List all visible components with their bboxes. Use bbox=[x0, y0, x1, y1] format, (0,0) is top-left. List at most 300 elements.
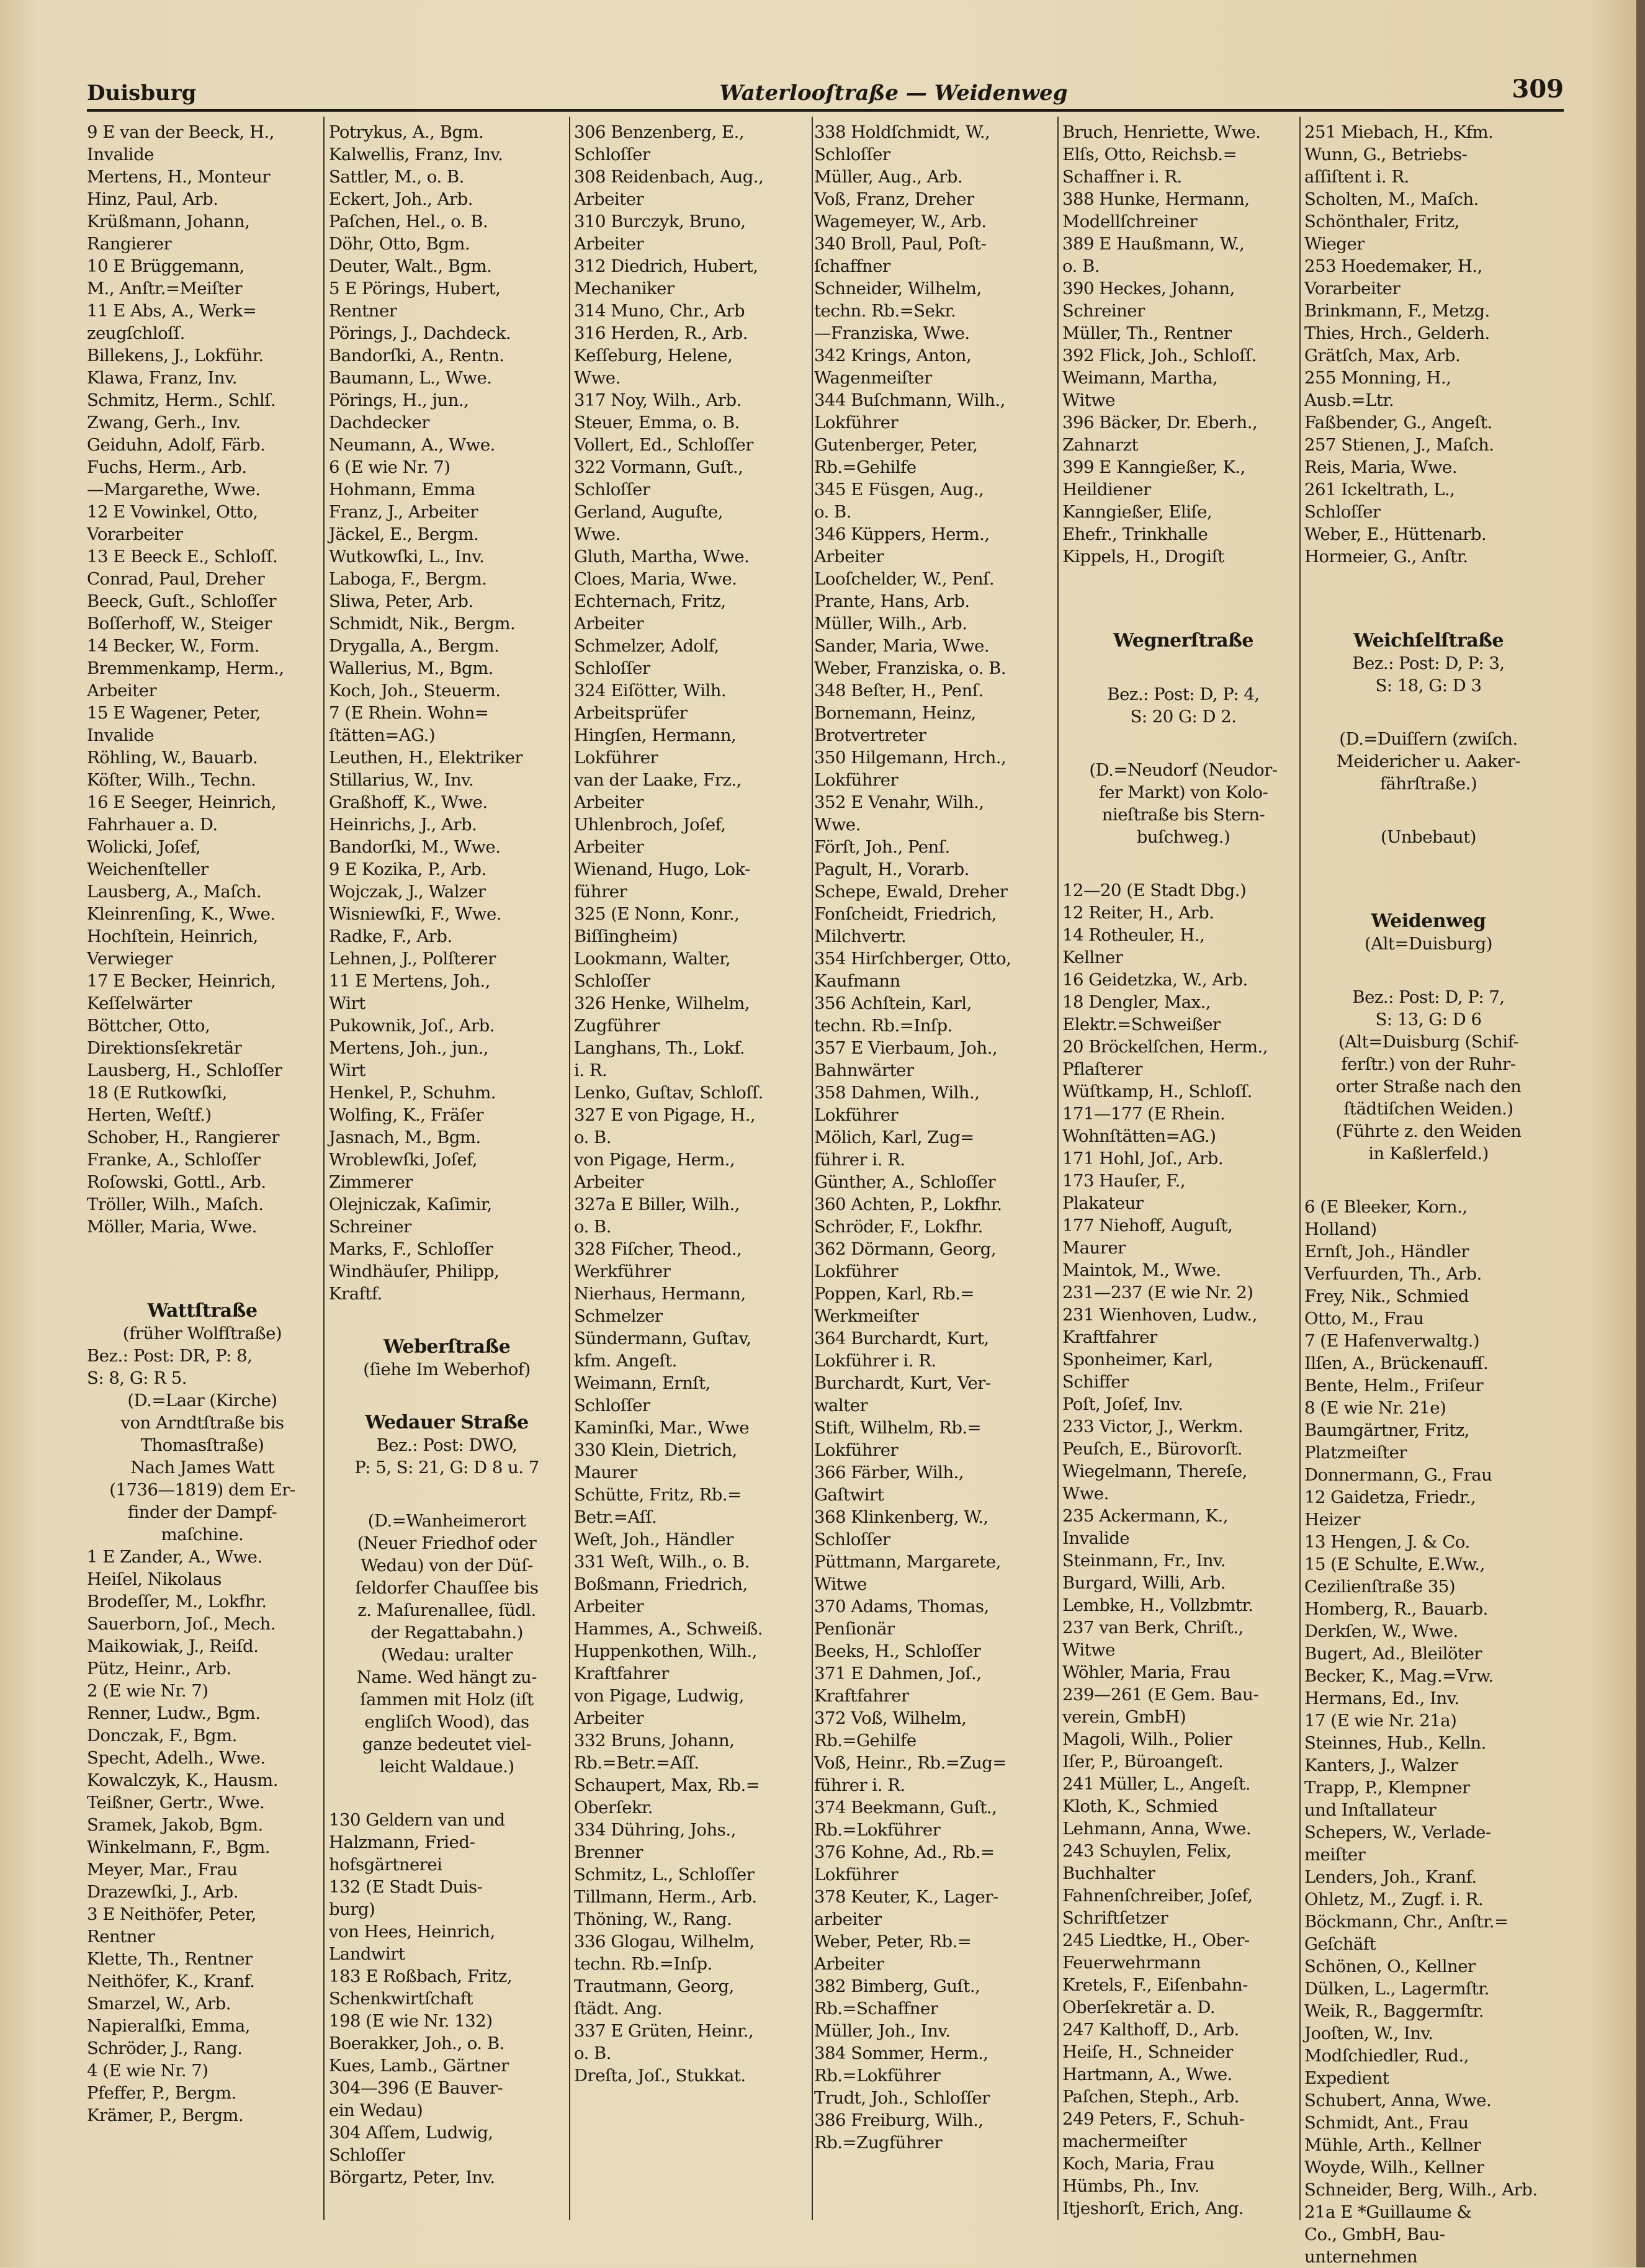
directory-entry-line: 326 Henke, Wilhelm, bbox=[574, 993, 750, 1013]
directory-entry-line: Invalide bbox=[87, 725, 154, 745]
street-description-line: maſchine. bbox=[161, 1525, 244, 1544]
directory-entry-line: Paſchen, Steph., Arb. bbox=[1062, 2087, 1239, 2107]
directory-entry-line: aſſiſtent i. R. bbox=[1304, 167, 1409, 187]
directory-entry-line: Arbeitsprüfer bbox=[574, 703, 688, 723]
directory-entry-line: führer i. R. bbox=[814, 1150, 905, 1170]
directory-entry-line: Kloth, K., Schmied bbox=[1062, 1796, 1218, 1816]
directory-entry-line: o. B. bbox=[574, 1127, 612, 1147]
directory-entry-line: 337 E Grüten, Heinr., bbox=[574, 2021, 754, 2041]
directory-entry-line: Schloſſer bbox=[574, 971, 650, 991]
street-description-line: von Arndtſtraße bis bbox=[120, 1413, 284, 1433]
street-description-line: ferſtr.) von der Ruhr- bbox=[1341, 1054, 1516, 1074]
street-description-line: (D.=Neudorf (Neudor- bbox=[1089, 760, 1278, 780]
directory-entry-line: Lokführer bbox=[814, 1262, 899, 1281]
street-heading: Wattſtraße bbox=[147, 1300, 258, 1322]
directory-entry-line: Heinrichs, J., Arb. bbox=[329, 815, 477, 835]
directory-entry-line: Klette, Th., Rentner bbox=[87, 1949, 253, 1969]
directory-entry-line: Wagemeyer, W., Arb. bbox=[814, 212, 987, 231]
directory-entry-line: 237 van Berk, Chriſt., bbox=[1062, 1618, 1244, 1638]
directory-entry-line: Keſſelwärter bbox=[87, 993, 192, 1013]
directory-entry-line: Sündermann, Guſtav, bbox=[574, 1329, 751, 1348]
directory-entry-line: Zahnarzt bbox=[1062, 435, 1139, 455]
street-description-line: S: 13, G: D 6 bbox=[1375, 1010, 1482, 1029]
directory-entry-line: Deuter, Walt., Bgm. bbox=[329, 256, 492, 276]
section-spacer bbox=[1304, 879, 1553, 910]
section-spacer bbox=[1062, 568, 1304, 599]
directory-entry-line: 316 Herden, R., Arb. bbox=[574, 323, 748, 343]
directory-entry-line: Müller, Aug., Arb. bbox=[814, 167, 963, 187]
directory-entry-line: Boerakker, Joh., o. B. bbox=[329, 2033, 504, 2053]
directory-entry-line: Koch, Joh., Steuerm. bbox=[329, 681, 501, 701]
column-2 bbox=[329, 121, 565, 2218]
directory-entry-line: 340 Broll, Paul, Poſt- bbox=[814, 234, 987, 254]
directory-entry-line: Radke, F., Arb. bbox=[329, 926, 452, 946]
directory-entry-line: 130 Geldern van und bbox=[329, 1810, 505, 1830]
directory-entry-line: Kaminſki, Mar., Wwe bbox=[574, 1418, 750, 1438]
directory-entry-line: Steinnes, Hub., Kelln. bbox=[1304, 1733, 1486, 1753]
directory-entry-line: Invalide bbox=[1062, 1528, 1129, 1548]
directory-entry-line: Schmitz, L., Schloſſer bbox=[574, 1865, 755, 1885]
directory-entry-line: Vollert, Ed., Schloſſer bbox=[574, 435, 753, 455]
directory-entry-line: Franke, A., Schloſſer bbox=[87, 1150, 261, 1170]
directory-entry-line: Beeks, H., Schloſſer bbox=[814, 1641, 981, 1661]
directory-entry-line: 310 Burczyk, Bruno, bbox=[574, 212, 746, 231]
directory-entry-line: Schmidt, Ant., Frau bbox=[1304, 2113, 1469, 2133]
directory-entry-line: Pütz, Heinr., Arb. bbox=[87, 1659, 231, 1679]
page-number: 309 bbox=[1512, 74, 1564, 104]
directory-entry-line: Billekens, J., Lokführ. bbox=[87, 346, 264, 365]
directory-entry-line: 261 Ickeltrath, L., bbox=[1304, 480, 1455, 500]
directory-entry-line: Schröder, F., Lokfhr. bbox=[814, 1217, 983, 1237]
directory-entry-line: Maintok, M., Wwe. bbox=[1062, 1260, 1221, 1280]
street-description-line: (ſiehe Im Weberhof) bbox=[363, 1360, 531, 1379]
directory-entry-line: Ernſt, Joh., Händler bbox=[1304, 1242, 1469, 1262]
directory-entry-line: Köſter, Wilh., Techn. bbox=[87, 770, 256, 790]
directory-entry-line: Burgard, Willi, Arb. bbox=[1062, 1573, 1226, 1593]
directory-entry-line: Mölich, Karl, Zug= bbox=[814, 1127, 974, 1147]
directory-entry-line: Sattler, M., o. B. bbox=[329, 167, 464, 187]
directory-entry-line: Penſionär bbox=[814, 1619, 895, 1639]
directory-entry-line: Voß, Franz, Dreher bbox=[814, 189, 974, 209]
directory-entry-line: 235 Ackermann, K., bbox=[1062, 1506, 1228, 1526]
directory-entry-line: techn. Rb.=Inſp. bbox=[814, 1016, 952, 1036]
directory-entry-line: Sauerborn, Joſ., Mech. bbox=[87, 1614, 276, 1634]
directory-entry-line: Rentner bbox=[329, 301, 397, 321]
directory-entry-line: führer i. R. bbox=[814, 1775, 905, 1795]
directory-entry-line: 322 Vormann, Guſt., bbox=[574, 457, 743, 477]
directory-entry-line: Kleinrenſing, K., Wwe. bbox=[87, 904, 276, 924]
directory-entry-line: Wwe. bbox=[814, 815, 861, 835]
directory-entry-line: S: 8, G: R 5. bbox=[87, 1368, 187, 1388]
street-heading: Wedauer Straße bbox=[365, 1412, 529, 1433]
street-heading: Weichſelſtraße bbox=[1353, 630, 1504, 652]
directory-entry-line: Wisniewſki, F., Wwe. bbox=[329, 904, 501, 924]
directory-entry-line: Schneider, Berg, Wilh., Arb. bbox=[1304, 2180, 1538, 2200]
directory-entry-line: Kowalczyk, K., Hausm. bbox=[87, 1770, 278, 1790]
directory-entry-line: 368 Klinkenberg, W., bbox=[814, 1507, 988, 1527]
directory-entry-line: Boßmann, Friedrich, bbox=[574, 1574, 748, 1594]
directory-entry-line: Lehmann, Anna, Wwe. bbox=[1062, 1819, 1252, 1839]
directory-entry-line: 352 E Venahr, Wilh., bbox=[814, 792, 984, 812]
section-spacer bbox=[1304, 1165, 1553, 1196]
directory-entry-line: Lokführer bbox=[574, 748, 658, 768]
directory-entry-line: Magoli, Wilh., Polier bbox=[1062, 1729, 1232, 1749]
directory-entry-line: Schröder, J., Rang. bbox=[87, 2038, 243, 2058]
directory-entry-line: Kraftfahrer bbox=[574, 1664, 669, 1683]
street-heading: Weberſtraße bbox=[383, 1336, 511, 1358]
directory-entry-line: Rb.=Betr.=Aſſ. bbox=[574, 1753, 699, 1773]
street-description-line: nieſtraße bis Stern- bbox=[1101, 805, 1265, 825]
directory-entry-line: Schloſſer bbox=[814, 145, 890, 164]
directory-entry-line: Potrykus, A., Bgm. bbox=[329, 122, 484, 142]
directory-entry-line: führer bbox=[574, 882, 627, 902]
column-divider bbox=[323, 117, 325, 2220]
directory-entry-line: 20 Bröckelſchen, Herm., bbox=[1062, 1037, 1268, 1057]
directory-entry-line: Schaupert, Max, Rb.= bbox=[574, 1775, 760, 1795]
directory-entry-line: Eckert, Joh., Arb. bbox=[329, 189, 473, 209]
directory-entry-line: Weber, E., Hüttenarb. bbox=[1304, 524, 1487, 544]
directory-entry-line: 255 Monning, H., bbox=[1304, 368, 1451, 388]
directory-entry-line: 396 Bäcker, Dr. Eberh., bbox=[1062, 413, 1258, 433]
directory-entry-line: Schreiner bbox=[329, 1217, 411, 1237]
directory-entry-line: 344 Buſchmann, Wilh., bbox=[814, 390, 1005, 410]
directory-entry-line: o. B. bbox=[574, 1217, 612, 1237]
section-spacer bbox=[1062, 848, 1304, 879]
directory-entry-line: Wohnſtätten=AG.) bbox=[1062, 1126, 1216, 1146]
directory-entry-line: Kaufmann bbox=[814, 971, 900, 991]
directory-entry-line: Invalide bbox=[87, 145, 154, 164]
directory-entry-line: Schober, H., Rangierer bbox=[87, 1127, 279, 1147]
directory-entry-line: 390 Heckes, Johann, bbox=[1062, 279, 1235, 298]
directory-entry-line: Mertens, H., Monteur bbox=[87, 167, 271, 187]
directory-entry-line: Grätſch, Max, Arb. bbox=[1304, 346, 1461, 365]
directory-entry-line: Baumann, L., Wwe. bbox=[329, 368, 492, 388]
directory-entry-line: 348 Beſter, H., Penſ. bbox=[814, 681, 984, 701]
street-description-line: Bez.: Post: D, P: 7, bbox=[1352, 987, 1505, 1007]
directory-entry-line: 233 Victor, J., Werkm. bbox=[1062, 1417, 1244, 1437]
directory-entry-line: 7 (E Rhein. Wohn= bbox=[329, 703, 489, 723]
directory-entry-line: Poppen, Karl, Rb.= bbox=[814, 1284, 975, 1304]
directory-entry-line: Brinkmann, F., Metzg. bbox=[1304, 301, 1490, 321]
directory-entry-line: Co., GmbH, Bau- bbox=[1304, 2225, 1445, 2244]
directory-entry-line: Biſſingheim) bbox=[574, 926, 678, 946]
directory-entry-line: 5 E Pörings, Hubert, bbox=[329, 279, 501, 298]
directory-entry-line: Lehnen, J., Polſterer bbox=[329, 949, 496, 969]
directory-entry-line: Geſchäft bbox=[1304, 1934, 1376, 1954]
directory-entry-line: Kippels, H., Drogiſt bbox=[1062, 547, 1224, 567]
section-spacer bbox=[1304, 697, 1553, 728]
directory-entry-line: Vorarbeiter bbox=[87, 524, 183, 544]
directory-entry-line: Förſt, Joh., Penſ. bbox=[814, 837, 950, 857]
directory-entry-line: Kues, Lamb., Gärtner bbox=[329, 2056, 509, 2076]
directory-entry-line: Schloſſer bbox=[1304, 502, 1381, 522]
directory-entry-line: Witwe bbox=[1062, 390, 1115, 410]
directory-entry-line: Arbeiter bbox=[574, 1172, 644, 1192]
street-description-line: engliſch Wood), das bbox=[364, 1712, 529, 1732]
directory-entry-line: Trudt, Joh., Schloſſer bbox=[814, 2088, 990, 2108]
directory-entry-line: Schenkwirtſchaft bbox=[329, 1989, 473, 2009]
directory-entry-line: Landwirt bbox=[329, 1944, 405, 1964]
directory-entry-line: Kanters, J., Walzer bbox=[1304, 1755, 1458, 1775]
directory-entry-line: Expedient bbox=[1304, 2068, 1389, 2088]
directory-entry-line: o. B. bbox=[574, 2043, 612, 2063]
directory-entry-line: Baumgärtner, Fritz, bbox=[1304, 1420, 1469, 1440]
directory-entry-line: van der Laake, Frz., bbox=[574, 770, 742, 790]
directory-entry-line: 327 E von Pigage, H., bbox=[574, 1105, 756, 1125]
directory-entry-line: 245 Liedtke, H., Ober- bbox=[1062, 1930, 1250, 1950]
directory-entry-line: Schriftſetzer bbox=[1062, 1908, 1168, 1928]
directory-entry-line: Dülken, L., Lagermſtr. bbox=[1304, 1979, 1490, 1999]
directory-entry-line: Trautmann, Georg, bbox=[574, 1976, 734, 1996]
directory-entry-line: o. B. bbox=[814, 502, 852, 522]
directory-entry-line: M., Anſtr.=Meiſter bbox=[87, 279, 242, 298]
directory-entry-line: Wwe. bbox=[574, 524, 621, 544]
directory-entry-line: Wolfing, K., Fräſer bbox=[329, 1105, 484, 1125]
directory-entry-line: Winkelmann, F., Bgm. bbox=[87, 1837, 271, 1857]
street-description-line: ganze bedeutet viel- bbox=[362, 1734, 532, 1754]
directory-entry-line: Böttcher, Otto, bbox=[87, 1016, 210, 1036]
directory-entry-line: 239—261 (E Gem. Bau- bbox=[1062, 1685, 1259, 1705]
directory-entry-line: 12 Reiter, H., Arb. bbox=[1062, 903, 1214, 923]
directory-entry-line: Wojczak, J., Walzer bbox=[329, 882, 486, 902]
directory-entry-line: Wagenmeiſter bbox=[814, 368, 932, 388]
directory-entry-line: Schubert, Anna, Wwe. bbox=[1304, 2091, 1492, 2110]
directory-entry-line: 2 (E wie Nr. 7) bbox=[87, 1681, 208, 1701]
directory-entry-line: Pörings, H., jun., bbox=[329, 390, 469, 410]
directory-entry-line: 17 E Becker, Heinrich, bbox=[87, 971, 276, 991]
directory-entry-line: o. B. bbox=[1062, 256, 1100, 276]
directory-entry-line: Arbeiter bbox=[574, 1597, 644, 1616]
directory-entry-line: Lokführer bbox=[814, 1440, 899, 1460]
street-description-line: (Wedau: uralter bbox=[381, 1645, 513, 1665]
directory-entry-line: Verfuurden, Th., Arb. bbox=[1304, 1264, 1482, 1284]
directory-entry-line: Dachdecker bbox=[329, 413, 429, 433]
directory-entry-line: 18 Dengler, Max., bbox=[1062, 992, 1211, 1012]
directory-entry-line: Windhäuſer, Philipp, bbox=[329, 1262, 500, 1281]
directory-entry-line: Böckmann, Chr., Anſtr.= bbox=[1304, 1912, 1508, 1932]
directory-entry-line: Drazewſki, J., Arb. bbox=[87, 1882, 238, 1902]
directory-entry-line: Hermans, Ed., Inv. bbox=[1304, 1688, 1459, 1708]
directory-entry-line: Kalwellis, Franz, Inv. bbox=[329, 145, 503, 164]
directory-entry-line: Krämer, P., Bergm. bbox=[87, 2105, 244, 2125]
directory-entry-line: Rb.=Schaffner bbox=[814, 1999, 938, 2019]
directory-entry-line: Arbeiter bbox=[574, 1708, 644, 1728]
directory-entry-line: Beeck, Guſt., Schloſſer bbox=[87, 591, 277, 611]
directory-entry-line: techn. Rb.=Sekr. bbox=[814, 301, 956, 321]
directory-entry-line: Schmitz, Herm., Schlſ. bbox=[87, 390, 276, 410]
directory-entry-line: —Franziska, Wwe. bbox=[814, 323, 970, 343]
directory-entry-line: Brodeſſer, M., Lokfhr. bbox=[87, 1592, 267, 1611]
directory-entry-line: Klawa, Franz, Inv. bbox=[87, 368, 238, 388]
directory-entry-line: 3 E Neithöfer, Peter, bbox=[87, 1904, 256, 1924]
directory-entry-line: 317 Noy, Wilh., Arb. bbox=[574, 390, 742, 410]
directory-entry-line: 173 Hauſer, F., bbox=[1062, 1171, 1186, 1191]
directory-entry-line: arbeiter bbox=[814, 1909, 882, 1929]
directory-entry-line: Rb.=Gehilfe bbox=[814, 1731, 917, 1750]
directory-entry-line: Modellſchreiner bbox=[1062, 212, 1198, 231]
directory-entry-line: 4 (E wie Nr. 7) bbox=[87, 2061, 208, 2081]
directory-entry-line: Wwe. bbox=[574, 368, 621, 388]
directory-entry-line: Oberſekr. bbox=[574, 1798, 653, 1818]
directory-entry-line: 11 E Abs, A., Werk= bbox=[87, 301, 257, 321]
directory-entry-line: Witwe bbox=[814, 1574, 867, 1594]
directory-entry-line: 386 Freiburg, Wilh., bbox=[814, 2110, 984, 2130]
directory-entry-line: Marks, F., Schloſſer bbox=[329, 1239, 493, 1259]
street-description-line: ſammen mit Holz (iſt bbox=[360, 1690, 534, 1710]
street-description-line: (D.=Wanheimerort bbox=[367, 1511, 526, 1531]
directory-entry-line: Schloſſer bbox=[574, 658, 650, 678]
street-description-line: P: 5, S: 21, G: D 8 u. 7 bbox=[354, 1458, 539, 1477]
directory-entry-line: Lenders, Joh., Kranf. bbox=[1304, 1867, 1477, 1887]
directory-entry-line: 6 (E wie Nr. 7) bbox=[329, 457, 450, 477]
directory-entry-line: Lausberg, H., Schloſſer bbox=[87, 1060, 282, 1080]
directory-entry-line: Schloſſer bbox=[574, 1396, 650, 1415]
directory-entry-line: Hingſen, Hermann, bbox=[574, 725, 737, 745]
directory-entry-line: Olejniczak, Kaſimir, bbox=[329, 1195, 492, 1214]
book-spine-edge bbox=[1636, 0, 1645, 2267]
street-description-line: S: 18, G: D 3 bbox=[1375, 676, 1482, 696]
directory-entry-line: Derkſen, W., Wwe. bbox=[1304, 1621, 1458, 1641]
directory-entry-line: Pukownik, Joſ., Arb. bbox=[329, 1016, 495, 1036]
street-description-line: Wedau) von der Düſ- bbox=[361, 1556, 533, 1575]
directory-entry-line: Ohletz, M., Zugf. i. R. bbox=[1304, 1889, 1484, 1909]
directory-entry-line: Pfeffer, P., Bergm. bbox=[87, 2083, 236, 2103]
directory-entry-line: Franz, J., Arbeiter bbox=[329, 502, 478, 522]
directory-entry-line: 14 Becker, W., Form. bbox=[87, 636, 259, 656]
directory-entry-line: Hammes, A., Schweiß. bbox=[574, 1619, 763, 1639]
directory-entry-line: von Pigage, Ludwig, bbox=[574, 1686, 744, 1706]
directory-entry-line: Kraftf. bbox=[329, 1284, 382, 1304]
directory-entry-line: 15 E Wagener, Peter, bbox=[87, 703, 261, 723]
directory-entry-line: Iſer, P., Büroangeſt. bbox=[1062, 1752, 1224, 1772]
directory-entry-line: Zimmerer bbox=[329, 1172, 413, 1192]
directory-entry-line: 345 E Füsgen, Aug., bbox=[814, 480, 984, 500]
directory-entry-line: 399 E Kanngießer, K., bbox=[1062, 457, 1245, 477]
directory-entry-line: Kanngießer, Eliſe, bbox=[1062, 502, 1212, 522]
directory-entry-line: 306 Benzenberg, E., bbox=[574, 122, 745, 142]
street-description-line: fer Markt) von Kolo- bbox=[1098, 782, 1268, 802]
directory-entry-line: Rentner bbox=[87, 1927, 155, 1947]
directory-entry-line: 198 (E wie Nr. 132) bbox=[329, 2011, 493, 2031]
directory-entry-line: Rb.=Lokführer bbox=[814, 2066, 941, 2086]
directory-entry-line: Püttmann, Margarete, bbox=[814, 1552, 1001, 1572]
directory-entry-line: —Margarethe, Wwe. bbox=[87, 480, 261, 500]
directory-entry-line: Frey, Nik., Schmied bbox=[1304, 1286, 1469, 1306]
directory-entry-line: Pagult, H., Vorarb. bbox=[814, 859, 969, 879]
directory-entry-line: hofsgärtnerei bbox=[329, 1855, 442, 1875]
directory-entry-line: Stillarius, W., Inv. bbox=[329, 770, 474, 790]
directory-entry-line: Lokführer bbox=[814, 413, 899, 433]
directory-entry-line: Leuthen, H., Elektriker bbox=[329, 748, 523, 768]
directory-entry-line: 257 Stienen, J., Maſch. bbox=[1304, 435, 1494, 455]
directory-entry-line: Witwe bbox=[1062, 1640, 1115, 1660]
section-spacer bbox=[1304, 955, 1553, 986]
directory-entry-line: Müller, Th., Rentner bbox=[1062, 323, 1232, 343]
directory-entry-line: Kraftfahrer bbox=[814, 1686, 909, 1706]
directory-entry-line: Homberg, R., Bauarb. bbox=[1304, 1599, 1488, 1619]
directory-entry-line: Maikowiak, J., Reiſd. bbox=[87, 1636, 259, 1656]
directory-entry-line: Bugert, Ad., Bleilöter bbox=[1304, 1644, 1482, 1664]
directory-entry-line: Heiſe, H., Schneider bbox=[1062, 2042, 1233, 2062]
directory-entry-line: 16 Geidetzka, W., Arb. bbox=[1062, 970, 1248, 990]
directory-entry-line: Wutkowſki, L., Inv. bbox=[329, 547, 485, 567]
directory-entry-line: Weik, R., Baggermſtr. bbox=[1304, 2001, 1484, 2021]
directory-entry-line: 328 Fiſcher, Theod., bbox=[574, 1239, 742, 1259]
directory-entry-line: burg) bbox=[329, 1899, 375, 1919]
directory-entry-line: 11 E Mertens, Joh., bbox=[329, 971, 491, 991]
directory-entry-line: 356 Achſtein, Karl, bbox=[814, 993, 972, 1013]
directory-entry-line: Platzmeiſter bbox=[1304, 1443, 1407, 1463]
directory-entry-line: Bornemann, Heinz, bbox=[814, 703, 976, 723]
directory-entry-line: Wüſtkamp, H., Schloſſ. bbox=[1062, 1082, 1252, 1101]
directory-entry-line: Ehefr., Trinkhalle bbox=[1062, 524, 1208, 544]
directory-entry-line: 350 Hilgemann, Hrch., bbox=[814, 748, 1006, 768]
directory-entry-line: Schaffner i. R. bbox=[1062, 167, 1182, 187]
directory-entry-line: Renner, Ludw., Bgm. bbox=[87, 1703, 261, 1723]
directory-entry-line: Weber, Peter, Rb.= bbox=[814, 1932, 972, 1952]
directory-entry-line: Cezilienſtraße 35) bbox=[1304, 1577, 1456, 1597]
directory-entry-line: 392 Flick, Joh., Schloſſ. bbox=[1062, 346, 1257, 365]
street-description-line: (Unbebaut) bbox=[1381, 827, 1476, 847]
directory-entry-line: 21a E *Guillaume & bbox=[1304, 2202, 1472, 2222]
directory-entry-line: 374 Beekmann, Guſt., bbox=[814, 1798, 997, 1818]
directory-entry-line: Napieralſki, Emma, bbox=[87, 2016, 250, 2036]
directory-entry-line: Dreſta, Joſ., Stukkat. bbox=[574, 2066, 746, 2086]
directory-entry-line: 9 E van der Beeck, H., bbox=[87, 122, 274, 142]
section-spacer bbox=[329, 1381, 565, 1412]
directory-entry-line: Mühle, Arth., Kellner bbox=[1304, 2135, 1481, 2155]
directory-entry-line: 12—20 (E Stadt Dbg.) bbox=[1062, 881, 1247, 900]
directory-entry-line: Tröller, Wilh., Maſch. bbox=[87, 1195, 264, 1214]
directory-entry-line: verein, GmbH) bbox=[1062, 1707, 1186, 1727]
directory-entry-line: Thies, Hrch., Gelderh. bbox=[1304, 323, 1490, 343]
directory-entry-line: 304—396 (E Bauver- bbox=[329, 2078, 503, 2098]
directory-entry-line: 9 E Kozika, P., Arb. bbox=[329, 859, 486, 879]
street-description-line: ſeldorfer Chauſſee bis bbox=[355, 1578, 539, 1598]
directory-entry-line: Donczak, F., Bgm. bbox=[87, 1726, 237, 1746]
directory-entry-line: 247 Kalthoff, D., Arb. bbox=[1062, 2020, 1239, 2040]
directory-entry-line: Buchhalter bbox=[1062, 1863, 1155, 1883]
directory-entry-line: Cloes, Maria, Wwe. bbox=[574, 569, 737, 589]
street-description-line: ſtädtiſchen Weiden.) bbox=[1343, 1099, 1513, 1119]
directory-entry-line: 362 Dörmann, Georg, bbox=[814, 1239, 997, 1259]
directory-entry-line: Bahnwärter bbox=[814, 1060, 914, 1080]
directory-entry-line: Heiſel, Nikolaus bbox=[87, 1569, 222, 1589]
directory-entry-line: 13 E Beeck E., Schloſſ. bbox=[87, 547, 278, 567]
directory-entry-line: 17 (E wie Nr. 21a) bbox=[1304, 1711, 1457, 1731]
directory-entry-line: Gerland, Auguſte, bbox=[574, 502, 724, 522]
directory-entry-line: 6 (E Bleeker, Korn., bbox=[1304, 1197, 1468, 1217]
directory-entry-line: Schmidt, Nik., Bergm. bbox=[329, 614, 516, 634]
directory-entry-line: Paſchen, Hel., o. B. bbox=[329, 212, 488, 231]
directory-entry-line: Steuer, Emma, o. B. bbox=[574, 413, 740, 433]
directory-entry-line: Werkführer bbox=[574, 1262, 671, 1281]
directory-entry-line: Drygalla, A., Bergm. bbox=[329, 636, 500, 656]
column-divider bbox=[569, 117, 570, 2220]
directory-entry-line: Ilſen, A., Brückenaufſ. bbox=[1304, 1353, 1489, 1373]
directory-entry-line: Wirt bbox=[329, 993, 365, 1013]
directory-entry-line: Lembke, H., Vollzbmtr. bbox=[1062, 1595, 1253, 1615]
directory-entry-line: 177 Niehoff, Auguſt, bbox=[1062, 1216, 1233, 1235]
directory-entry-line: Bandorſki, A., Rentn. bbox=[329, 346, 504, 365]
directory-entry-line: Jooſten, W., Inv. bbox=[1304, 2024, 1433, 2043]
directory-entry-line: Schiffer bbox=[1062, 1372, 1129, 1392]
street-description-line: z. Maſurenallee, ſüdl. bbox=[357, 1600, 536, 1620]
directory-entry-line: 231—237 (E wie Nr. 2) bbox=[1062, 1283, 1253, 1302]
directory-entry-line: Krüßmann, Johann, bbox=[87, 212, 250, 231]
section-spacer bbox=[1062, 599, 1304, 630]
directory-entry-line: 358 Dahmen, Wilh., bbox=[814, 1083, 980, 1103]
